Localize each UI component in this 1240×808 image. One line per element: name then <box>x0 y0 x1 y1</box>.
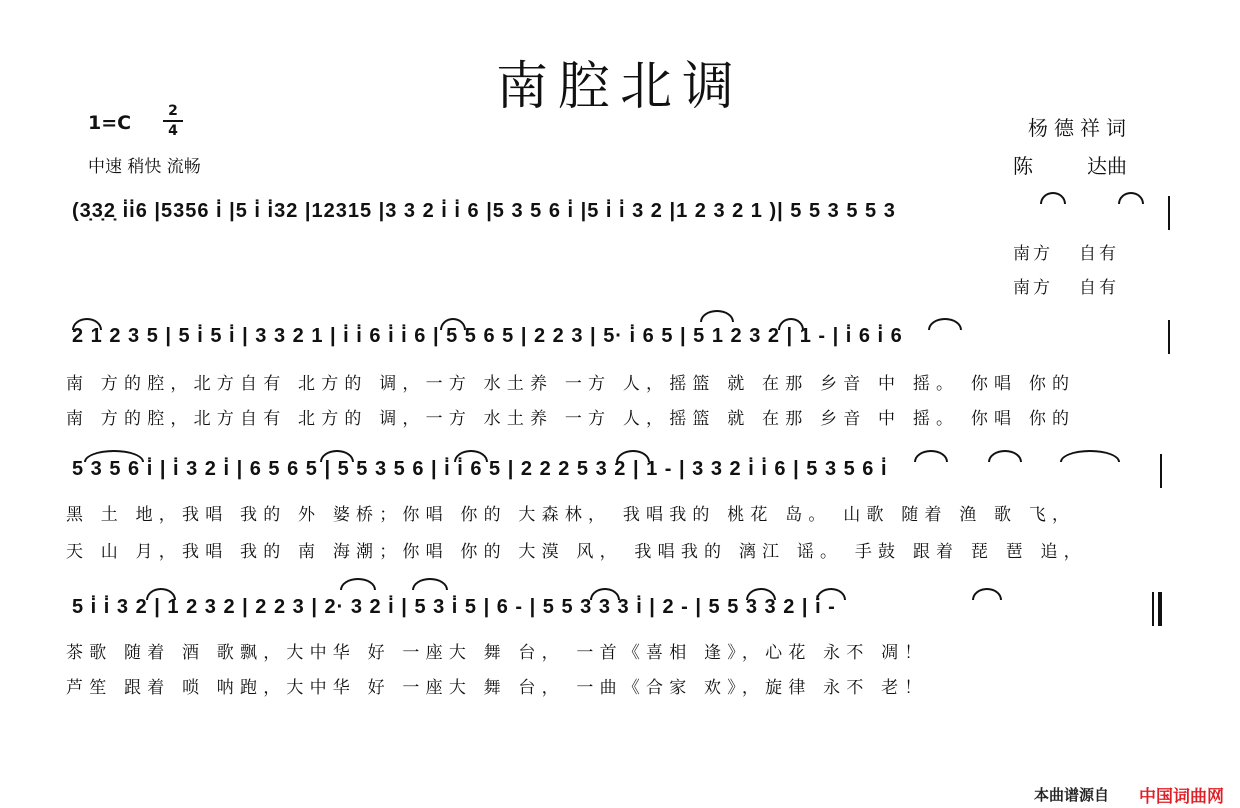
meter-bottom: 4 <box>168 123 178 139</box>
barline <box>1152 592 1154 626</box>
lyric-segment: 南方 <box>1013 278 1053 298</box>
slur-mark <box>778 318 804 330</box>
slur-mark <box>72 318 102 330</box>
source-label: 本曲谱源自 <box>1034 786 1110 804</box>
slur-mark <box>440 318 466 330</box>
barline <box>1168 320 1170 354</box>
score-row-2: 5 3 5 6 i̇ | i̇ 3 2 i̇ | 6 5 6 5 | 5 5 3 5 6 | i̇ i̇ 6 5 | 2 2 2 5 3 2 | 1 - | 3 3 2 i̇ i̇ 6 | 5 3 5 6 i̇ <box>72 458 888 480</box>
lyric-segment: 自有 <box>1079 278 1119 298</box>
final-barline <box>1158 592 1162 626</box>
tempo-marking: 中速 稍快 流畅 <box>88 157 201 177</box>
slur-mark <box>616 450 650 462</box>
intro-lyric-verse-2 <box>1013 273 1119 298</box>
slur-mark <box>972 588 1002 600</box>
lyric-row-3-verse-1: 茶歌 随着 酒 歌飘，大中华 好 一座大 舞 台， 一首《喜相 逢》，心花 永不 凋！ <box>66 643 928 663</box>
lyric-row-3-verse-2: 芦笙 跟着 唢 呐跑，大中华 好 一座大 舞 台， 一曲《合家 欢》，旋律 永不 老！ <box>66 678 928 698</box>
slur-mark <box>928 318 962 330</box>
slur-mark <box>320 450 354 462</box>
score-row-1: 2 1 2 3 5 | 5 i̇ 5 i̇ | 3 3 2 1 | i̇ i̇ 6 i̇ i̇ 6 | 5 5 6 5 | 2 2 3 | 5· i̇ 6 5 | 5 1 2 3 2 | 1 - | i̇ 6 i̇ 6 <box>72 325 903 347</box>
lyric-segment: 自有 <box>1079 244 1119 264</box>
slur-mark <box>146 588 176 600</box>
meter-top: 2 <box>168 103 178 119</box>
lyric-row-2-verse-2: 天 山 月，我唱 我的 南 海潮；你唱 你的 大漠 风， 我唱我的 漓江 谣。 手鼓 跟着 琵 琶 追， <box>66 542 1087 562</box>
lyric-row-1-verse-1: 南 方的腔，北方自有 北方的 调，一方 水土养 一方 人，摇篮 就 在那 乡音 中 摇。 你唱 你的 <box>66 374 1076 394</box>
slur-mark <box>590 588 620 600</box>
lyric-row-2-verse-1: 黑 土 地，我唱 我的 外 婆桥；你唱 你的 大森林， 我唱我的 桃花 岛。 山歌 随着 渔 歌 飞， <box>66 505 1076 525</box>
score-row-3: 5 i̇ i̇ 3 2 | 1 2 3 2 | 2 2 3 | 2· 3 2 i̇ | 5 3 i̇ 5 | 6 - | 5 5 3 3 3 i̇ | 2 - | 5 5 3 3 2 | i̇ - <box>72 596 836 618</box>
slur-mark <box>454 450 488 462</box>
slur-mark <box>816 588 846 600</box>
slur-mark <box>1040 192 1066 204</box>
song-title: 南腔北调 <box>495 57 744 117</box>
lyricist-credit: 杨德祥词 <box>1028 116 1132 140</box>
slur-mark <box>700 310 734 322</box>
slur-mark <box>746 588 776 600</box>
slur-mark <box>1118 192 1144 204</box>
lyric-segment: 南方 <box>1013 244 1053 264</box>
time-signature <box>163 103 183 139</box>
composer-rest: 达曲 <box>1087 154 1127 178</box>
meter-fraction-bar <box>163 120 183 122</box>
barline <box>1160 454 1162 488</box>
lyric-row-1-verse-2: 南 方的腔，北方自有 北方的 调，一方 水土养 一方 人，摇篮 就 在那 乡音 中 摇。 你唱 你的 <box>66 409 1076 429</box>
barline <box>1168 196 1170 230</box>
composer-credit <box>1013 150 1127 179</box>
composer-surname: 陈 <box>1013 154 1033 178</box>
slur-mark <box>1060 450 1120 462</box>
slur-mark <box>988 450 1022 462</box>
slur-mark <box>84 450 144 462</box>
source-site-link[interactable]: 中国词曲网 <box>1139 787 1224 807</box>
slur-mark <box>412 578 448 590</box>
slur-mark <box>914 450 948 462</box>
score-row-intro: (3̣3̣2̣ i̇i̇6 |5356 i̇ |5 i̇ i̇32 |12315 |3 3 2 i̇ i̇ 6 |5 3 5 6 i̇ |5 i̇ i̇ 3 2 |1 2 3 2 1 )| 5 5 3 5 5 3 <box>72 200 896 222</box>
key-signature: 1=C <box>88 112 132 134</box>
slur-mark <box>340 578 376 590</box>
intro-lyric-verse-1 <box>1013 239 1119 264</box>
